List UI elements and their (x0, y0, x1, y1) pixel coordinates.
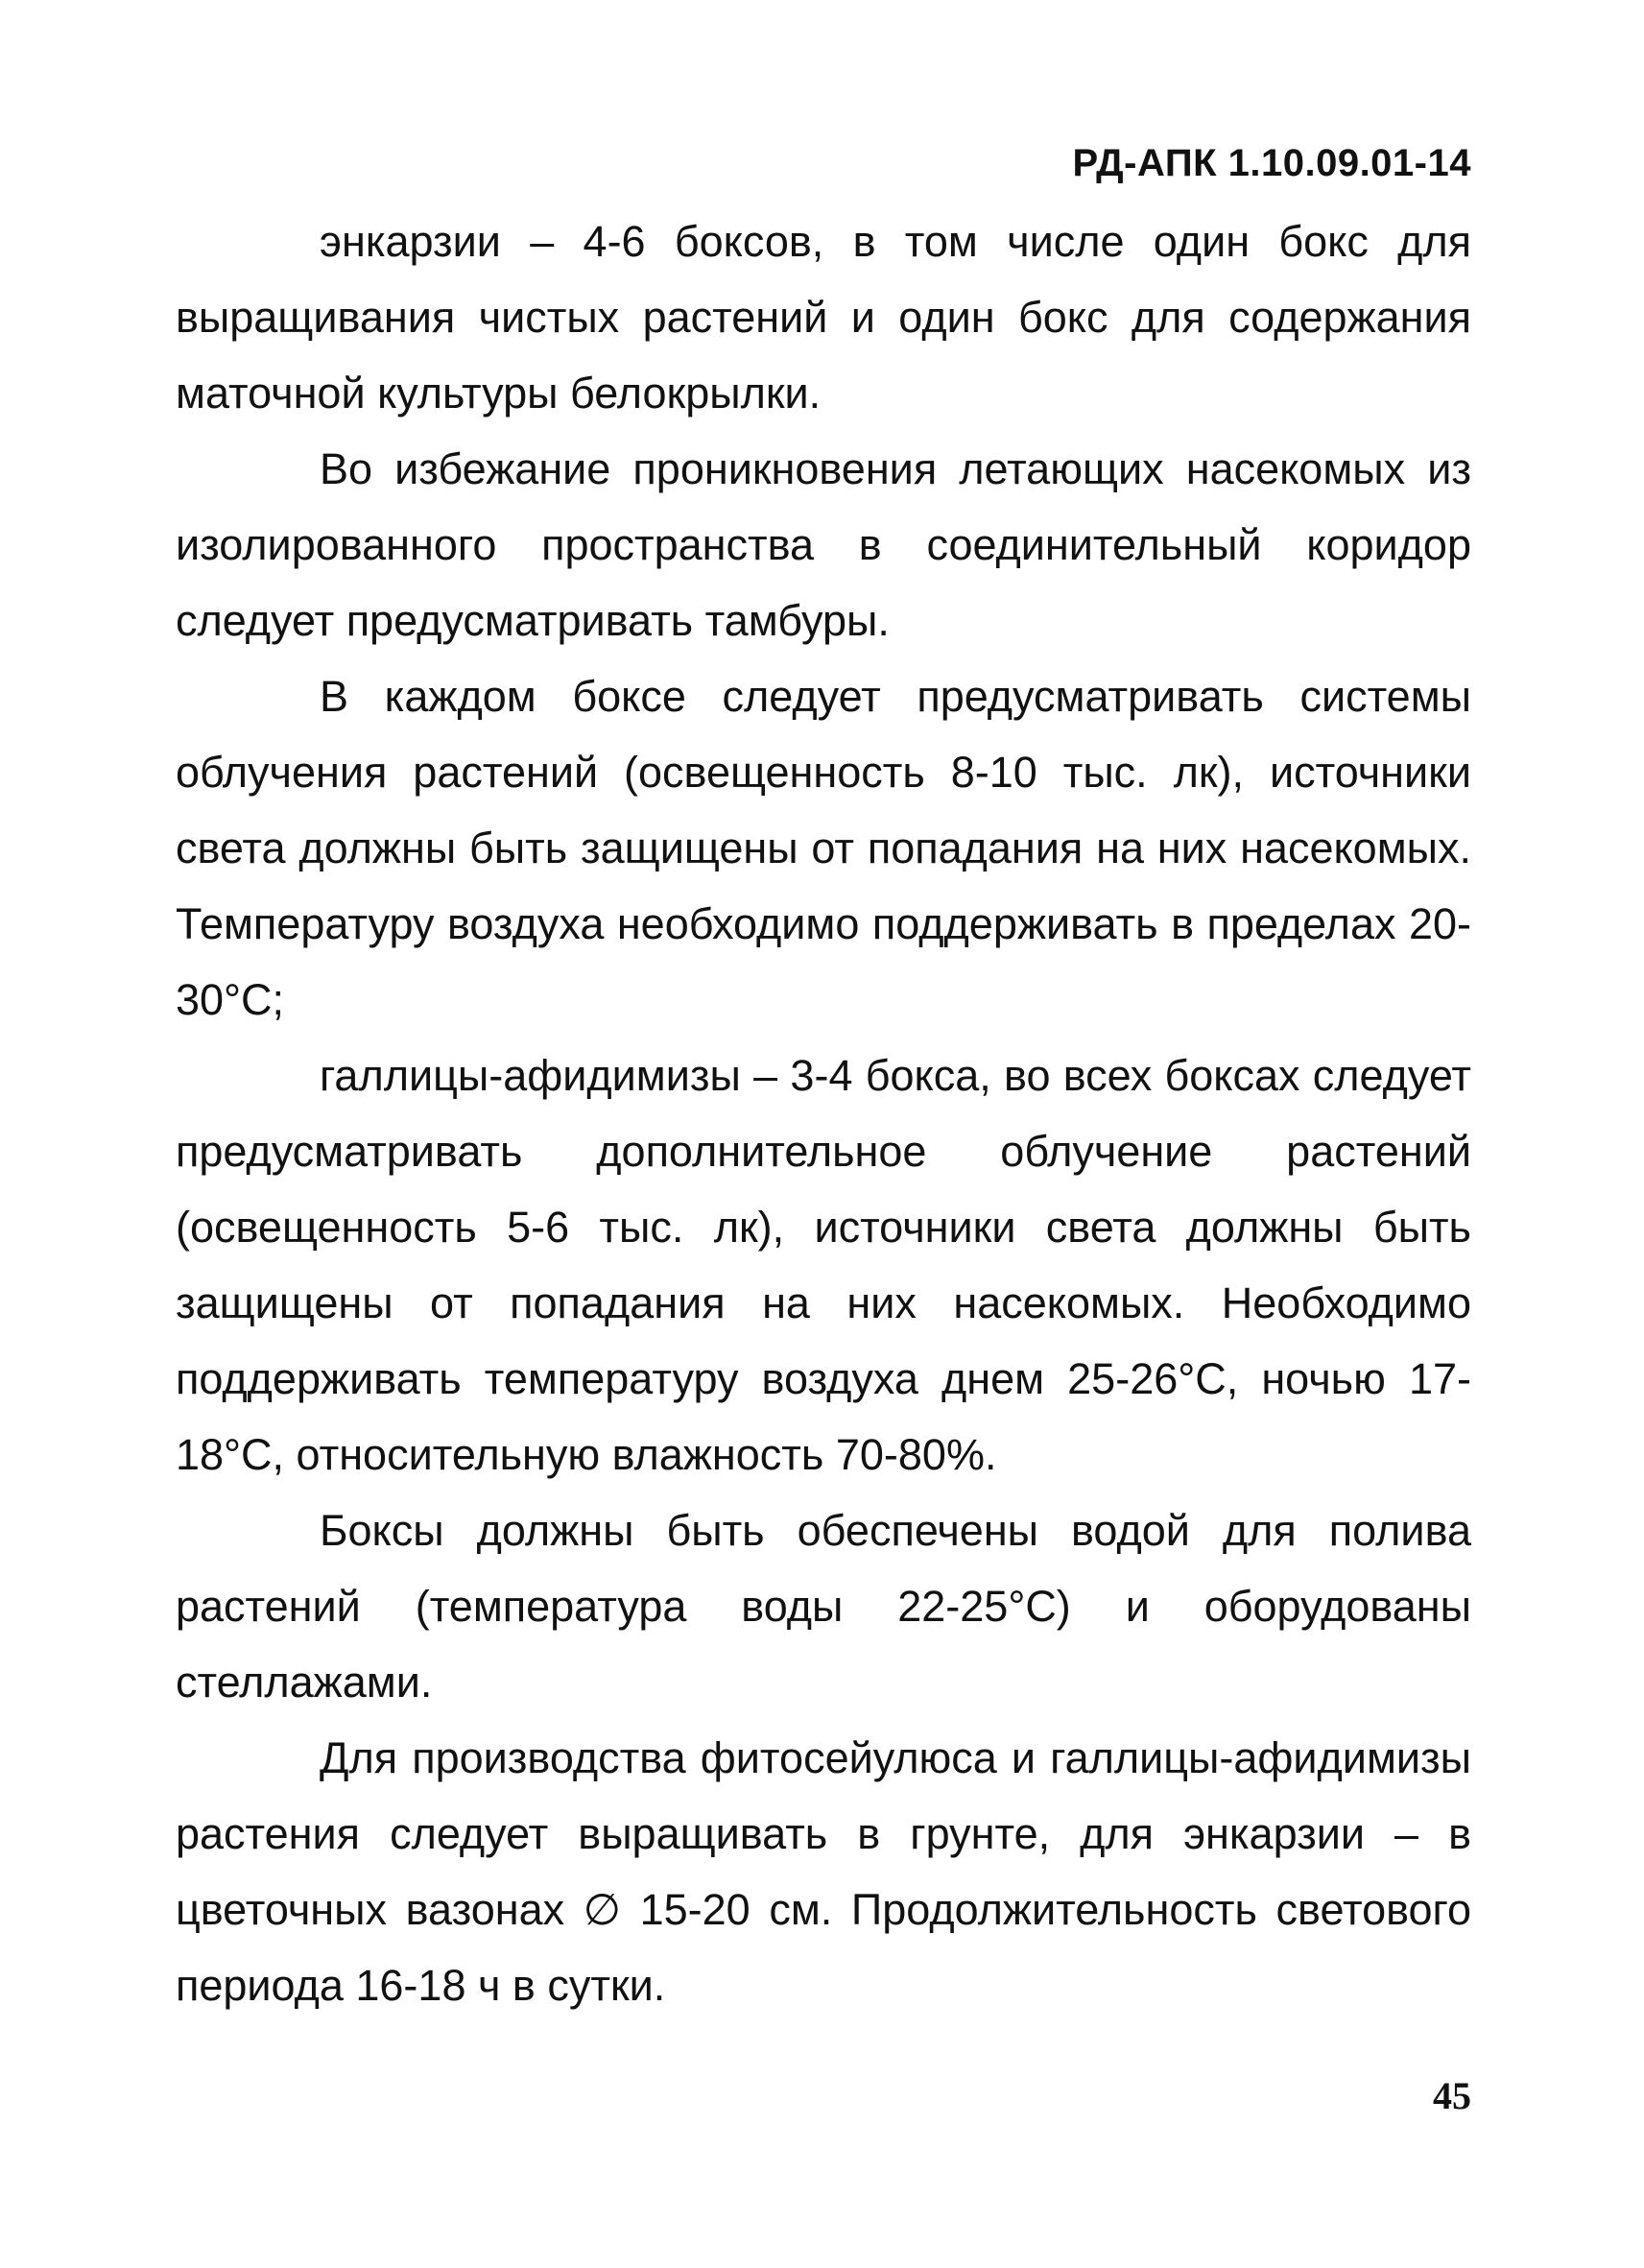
paragraph-aphidoletes-boxes: галлицы-афидимизы – 3-4 бокса, во всех боксах следует предусматривать дополнительное облучение растений (освещенность 5-6 тыс. лк), источники света должны быть защищены от попадания на них насекомых. Необходимо поддерживать температуру воздуха днем 25-26°С, ночью 17-18°С, относительную влажность 70-80%. (176, 1051, 1471, 1479)
paragraph-plant-growing: Для производства фитосейулюса и галлицы-афидимизы растения следует выращивать в грунте, для энкарзии – в цветочных вазонах ∅ 15-20 см. Продолжительность светового периода 16-18 ч в сутки. (176, 1733, 1471, 2010)
paragraph-lighting-systems: В каждом боксе следует предусматривать системы облучения растений (освещенность 8-10 тыс. лк), источники света должны быть защищены от попадания на них насекомых. Температуру воздуха необходимо поддерживать в пределах 20-30°С; (176, 672, 1471, 1024)
page-number: 45 (1433, 2074, 1471, 2117)
paragraph-encarsia-boxes: энкарзии – 4-6 боксов, в том числе один бокс для выращивания чистых растений и один бокс для содержания маточной культуры белокрылки. (176, 217, 1471, 418)
paragraph-airlocks: Во избежание проникновения летающих насекомых из изолированного пространства в соединительный коридор следует предусматривать тамбуры. (176, 444, 1471, 645)
paragraph-water-supply: Боксы должны быть обеспечены водой для полива растений (температура воды 22-25°С) и оборудованы стеллажами. (176, 1506, 1471, 1707)
body-text (176, 203, 1471, 2023)
document-code: РД-АПК 1.10.09.01-14 (1072, 142, 1471, 184)
